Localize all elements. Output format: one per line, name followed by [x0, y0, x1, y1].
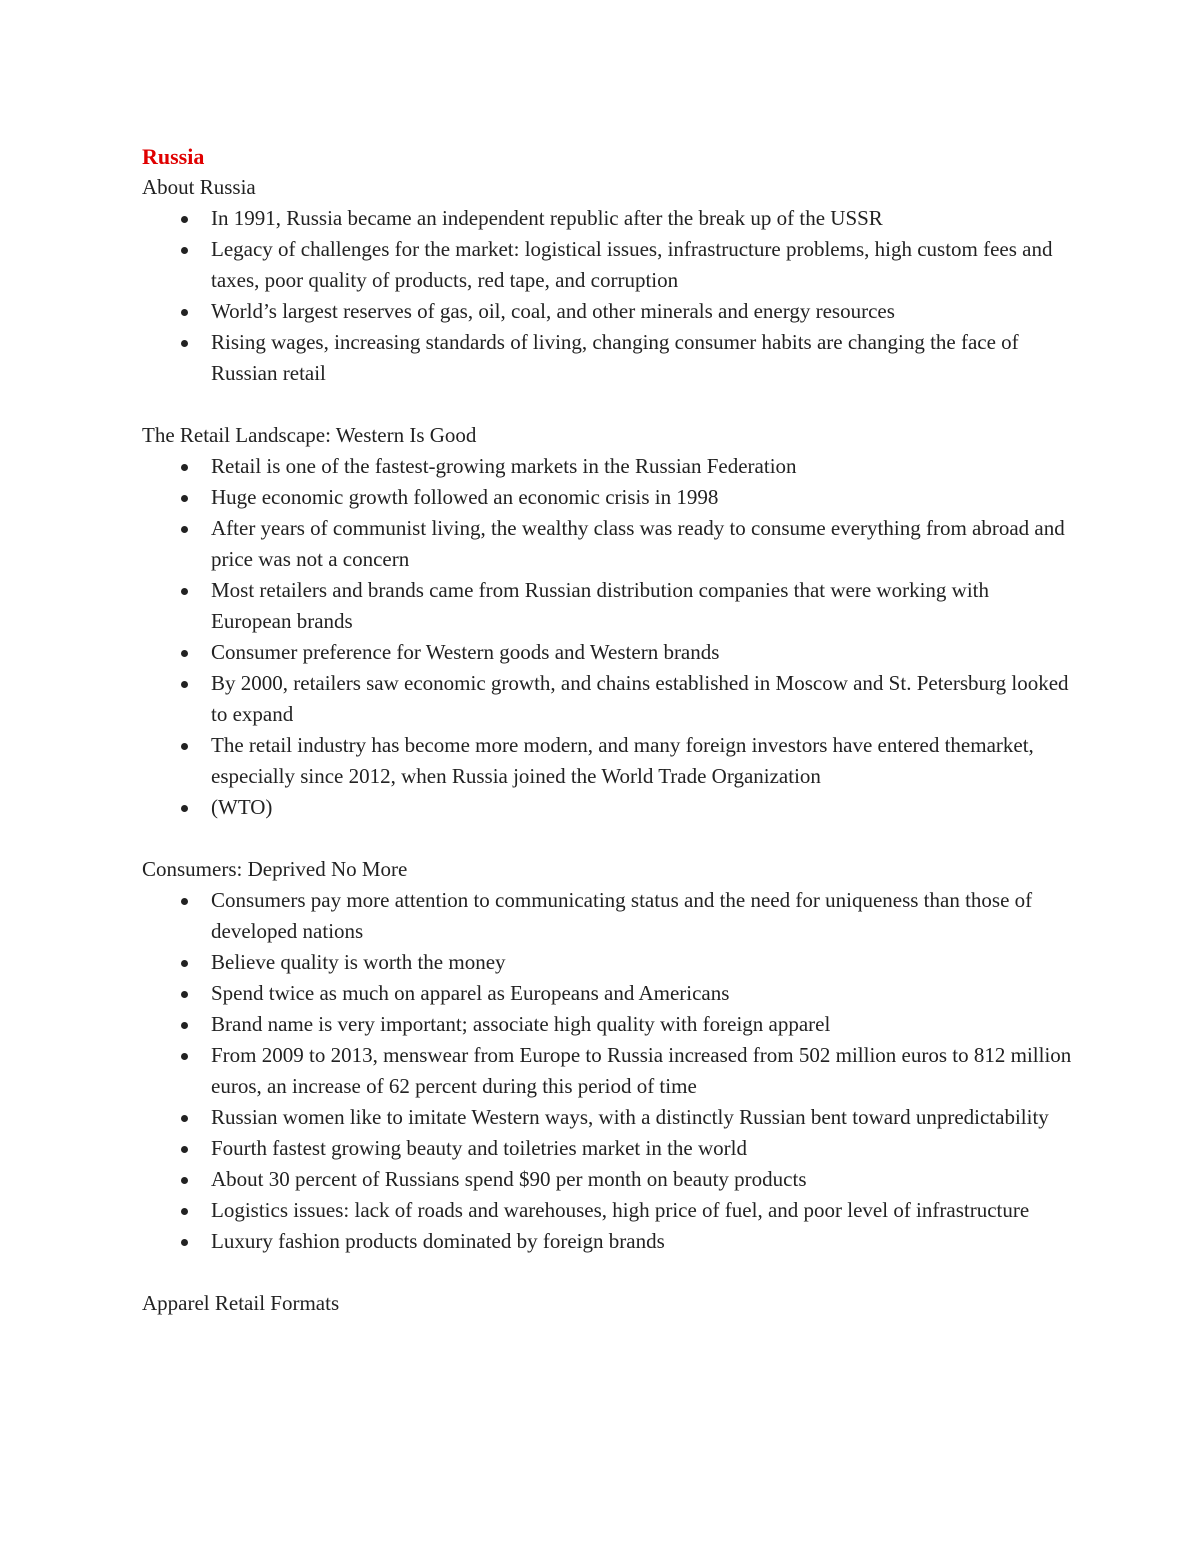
list-item-text: (WTO) [211, 795, 273, 819]
list-item-text: Consumer preference for Western goods and Western brands [211, 640, 720, 664]
list-item [142, 451, 1072, 482]
list-item-text: About 30 percent of Russians spend $90 per month on beauty products [211, 1167, 807, 1191]
bullet-icon [181, 526, 188, 533]
list-item [142, 575, 1072, 637]
list-item-text: Retail is one of the fastest-growing markets in the Russian Federation [211, 454, 797, 478]
list-item [142, 978, 1072, 1009]
list-item-text: Legacy of challenges for the market: logistical issues, infrastructure problems, high custom fees and taxes, poor quality of products, red tape, and corruption [211, 237, 1053, 292]
bullet-icon [181, 247, 188, 254]
list-item [142, 1102, 1072, 1133]
bullet-list [142, 885, 1072, 1257]
list-item-text: Most retailers and brands came from Russian distribution companies that were working with European brands [211, 578, 989, 633]
list-item [142, 1226, 1072, 1257]
list-item [142, 296, 1072, 327]
bullet-icon [181, 991, 188, 998]
bullet-list [142, 203, 1072, 389]
list-item-text: In 1991, Russia became an independent republic after the break up of the USSR [211, 206, 883, 230]
bullet-list [142, 451, 1072, 823]
list-item-text: By 2000, retailers saw economic growth, and chains established in Moscow and St. Petersburg looked to expand [211, 671, 1069, 726]
bullet-icon [181, 1053, 188, 1060]
bullet-icon [181, 650, 188, 657]
bullet-icon [181, 1115, 188, 1122]
bullet-icon [181, 309, 188, 316]
bullet-icon [181, 340, 188, 347]
page-title: Russia [142, 144, 205, 169]
list-item-text: Huge economic growth followed an economic crisis in 1998 [211, 485, 719, 509]
list-item-text: After years of communist living, the wealthy class was ready to consume everything from abroad and price was not a concern [211, 516, 1065, 571]
list-item [142, 885, 1072, 947]
list-item-text: Brand name is very important; associate high quality with foreign apparel [211, 1012, 831, 1036]
bullet-icon [181, 1177, 188, 1184]
bullet-icon [181, 898, 188, 905]
spacer [142, 389, 1072, 420]
bullet-icon [181, 588, 188, 595]
list-item-text: Russian women like to imitate Western ways, with a distinctly Russian bent toward unpredictability [211, 1105, 1049, 1129]
section-consumers [142, 854, 1072, 1257]
bullet-icon [181, 960, 188, 967]
section-about-russia [142, 172, 1072, 389]
document-page [142, 141, 1072, 1319]
list-item [142, 513, 1072, 575]
list-item [142, 1164, 1072, 1195]
list-item-text: Fourth fastest growing beauty and toiletries market in the world [211, 1136, 747, 1160]
list-item-text: Consumers pay more attention to communicating status and the need for uniqueness than those of developed nations [211, 888, 1033, 943]
section-apparel-retail-formats [142, 1288, 1072, 1319]
list-item-text: Believe quality is worth the money [211, 950, 506, 974]
section-heading: About Russia [142, 175, 256, 199]
list-item [142, 482, 1072, 513]
list-item [142, 730, 1072, 792]
bullet-icon [181, 1239, 188, 1246]
bullet-icon [181, 216, 188, 223]
section-retail-landscape [142, 420, 1072, 823]
list-item [142, 1040, 1072, 1102]
bullet-icon [181, 495, 188, 502]
list-item [142, 1195, 1072, 1226]
list-item [142, 792, 1072, 823]
spacer [142, 1257, 1072, 1288]
section-heading: The Retail Landscape: Western Is Good [142, 423, 477, 447]
bullet-icon [181, 1146, 188, 1153]
list-item [142, 1133, 1072, 1164]
list-item-text: Spend twice as much on apparel as Europeans and Americans [211, 981, 730, 1005]
list-item [142, 1009, 1072, 1040]
bullet-icon [181, 805, 188, 812]
list-item-text: From 2009 to 2013, menswear from Europe to Russia increased from 502 million euros to 812 million euros, an increase of 62 percent during this period of time [211, 1043, 1072, 1098]
section-heading: Consumers: Deprived No More [142, 857, 408, 881]
list-item-text: Rising wages, increasing standards of living, changing consumer habits are changing the face of Russian retail [211, 330, 1019, 385]
list-item [142, 203, 1072, 234]
bullet-icon [181, 681, 188, 688]
spacer [142, 823, 1072, 854]
list-item-text: The retail industry has become more modern, and many foreign investors have entered themarket, especially since 2012, when Russia joined the World Trade Organization [211, 733, 1034, 788]
list-item [142, 637, 1072, 668]
bullet-icon [181, 743, 188, 750]
list-item-text: World’s largest reserves of gas, oil, coal, and other minerals and energy resources [211, 299, 895, 323]
bullet-icon [181, 464, 188, 471]
list-item-text: Logistics issues: lack of roads and warehouses, high price of fuel, and poor level of infrastructure [211, 1198, 1030, 1222]
list-item [142, 327, 1072, 389]
section-heading: Apparel Retail Formats [142, 1291, 340, 1315]
list-item [142, 947, 1072, 978]
list-item [142, 234, 1072, 296]
bullet-icon [181, 1208, 188, 1215]
bullet-icon [181, 1022, 188, 1029]
list-item [142, 668, 1072, 730]
list-item-text: Luxury fashion products dominated by foreign brands [211, 1229, 665, 1253]
